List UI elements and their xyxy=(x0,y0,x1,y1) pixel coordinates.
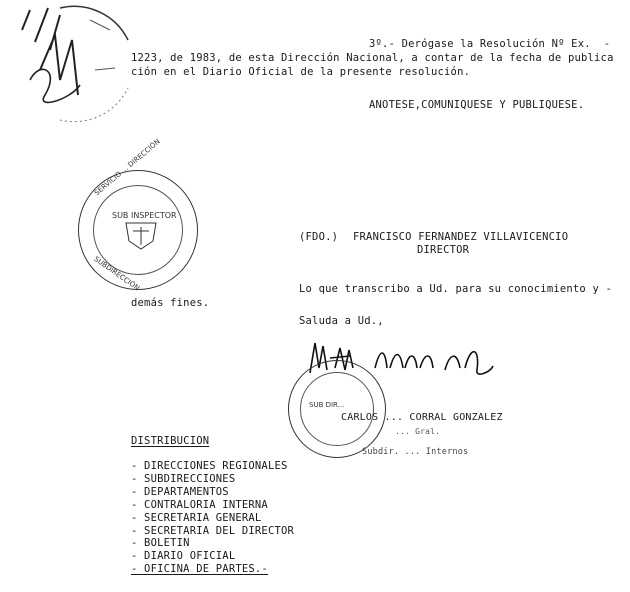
distribution-list xyxy=(131,460,294,576)
list-item: - DEPARTAMENTOS xyxy=(131,485,229,498)
transcription-line-1: Lo que transcribo a Ud. para su conocimiento y - xyxy=(299,283,613,295)
distribution-heading: DISTRIBUCION xyxy=(131,435,210,447)
resolution-line-3: ción en el Diario Oficial de la presente resolución. xyxy=(131,66,471,78)
top-left-initials-mark xyxy=(0,0,130,130)
list-item: - BOLETIN xyxy=(131,537,190,550)
signatory-prefix: (FDO.) xyxy=(299,231,339,243)
left-stamp-top-text: SERVICIO ... DIRECCIÓN xyxy=(93,137,162,198)
resolution-line-1: 3º.- Derógase la Resolución Nº Ex. - xyxy=(369,38,611,50)
resolution-line-2: 1223, de 1983, de esta Dirección Nacional, a contar de la fecha de publica xyxy=(131,52,614,64)
right-official-stamp xyxy=(288,360,386,458)
list-item: - DIARIO OFICIAL xyxy=(131,550,236,563)
left-stamp-bottom-text: SUBDIRECCIÓN xyxy=(92,255,141,293)
list-item: - SECRETARIA DEL DIRECTOR xyxy=(131,524,295,537)
second-signatory-name: CARLOS ... CORRAL GONZALEZ xyxy=(341,412,503,423)
signatory-name: FRANCISCO FERNANDEZ VILLAVICENCIO xyxy=(353,231,569,243)
left-official-stamp xyxy=(78,137,198,293)
second-signatory-role: ... Gral. xyxy=(395,427,441,436)
greeting: Saluda a Ud., xyxy=(299,315,384,327)
signatory-title: DIRECTOR xyxy=(417,244,470,256)
right-stamp-text: SUB DIR... xyxy=(309,401,345,409)
list-item: - OFICINA DE PARTES.- xyxy=(131,563,268,576)
left-stamp-center-text: SUB INSPECTOR xyxy=(112,211,177,220)
transcription-line-2: demás fines. xyxy=(131,297,210,309)
closing-formula: ANOTESE,COMUNIQUESE Y PUBLIQUESE. xyxy=(369,99,585,111)
list-item: - DIRECCIONES REGIONALES xyxy=(131,460,288,472)
coat-of-arms-icon xyxy=(121,221,161,251)
list-item: - CONTRALORIA INTERNA xyxy=(131,498,268,511)
list-item: - SUBDIRECCIONES xyxy=(131,472,236,485)
second-signatory-subtitle: Subdir. ... Internos xyxy=(362,447,469,457)
list-item: - SECRETARIA GENERAL xyxy=(131,511,262,524)
